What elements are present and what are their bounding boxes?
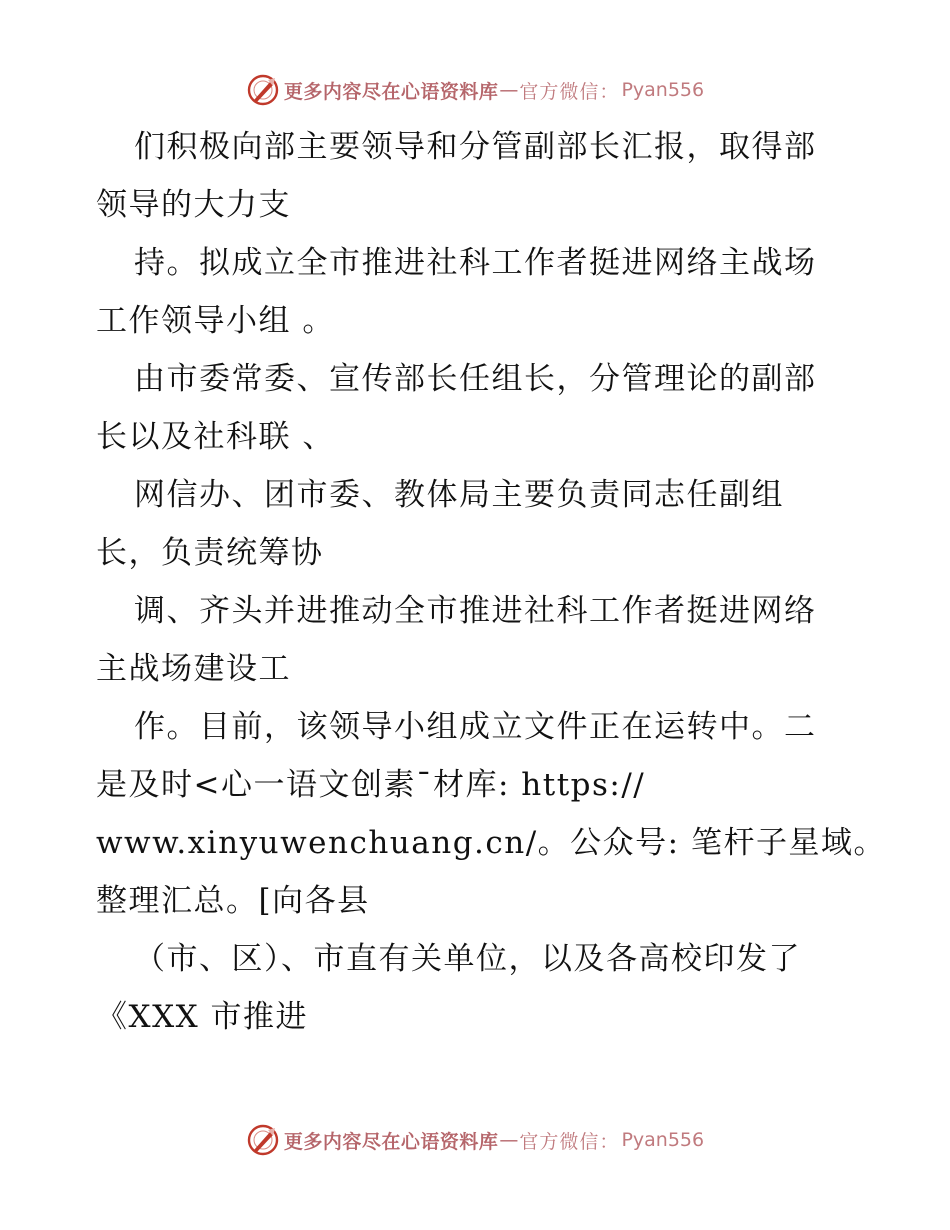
text-line-16: 《XXX 市推进 [96, 999, 309, 1035]
header-banner [0, 68, 950, 112]
text-line-5: 由市委常委、宣传部长任组长，分管理论的副部 [134, 361, 817, 397]
text-line-12: 是及时<心一语文创素¯材库: https:// [96, 767, 646, 803]
text-line-15: （市、区）、市直有关单位，以及各高校印发了 [134, 941, 801, 977]
text-line-1: 们积极向部主要领导和分管副部长汇报，取得部 [134, 129, 817, 165]
document-body [96, 118, 886, 1046]
text-line-11: 作。目前，该领导小组成立文件正在运转中。二 [134, 709, 817, 745]
banner-wechat-handle: Pyan556 [621, 79, 705, 101]
text-line-10: 主战场建设工 [96, 651, 291, 687]
banner-brand-text: 更多内容尽在心语资料库 [283, 1130, 499, 1153]
text-line-9: 调、齐头并进推动全市推进社科工作者挺进网络 [134, 593, 817, 629]
banner-wechat-label: 官方微信： [519, 1130, 620, 1153]
banner-brand-text: 更多内容尽在心语资料库 [283, 80, 499, 103]
text-line-14: 整理汇总。[向各县 [96, 883, 370, 919]
banner-wechat-handle: Pyan556 [621, 1129, 705, 1151]
text-line-3: 持。拟成立全市推进社科工作者挺进网络主战场 [134, 245, 817, 281]
footer-banner [0, 1118, 950, 1162]
text-line-8: 长，负责统筹协 [96, 535, 324, 571]
banner-wechat-label: 官方微信： [519, 80, 620, 103]
text-line-7: 网信办、团市委、教体局主要负责同志任副组 [134, 477, 784, 513]
quill-logo-icon [246, 73, 280, 107]
text-line-6: 长以及社科联 、 [96, 419, 335, 455]
quill-logo-icon [246, 1123, 280, 1157]
text-line-2: 领导的大力支 [96, 187, 291, 223]
banner-dash: — [499, 1129, 519, 1151]
banner-dash: — [499, 79, 519, 101]
text-line-4: 工作领导小组 。 [96, 303, 335, 339]
text-line-13: www.xinyuwenchuang.cn/。公众号: 笔杆子星域。 [96, 825, 886, 861]
